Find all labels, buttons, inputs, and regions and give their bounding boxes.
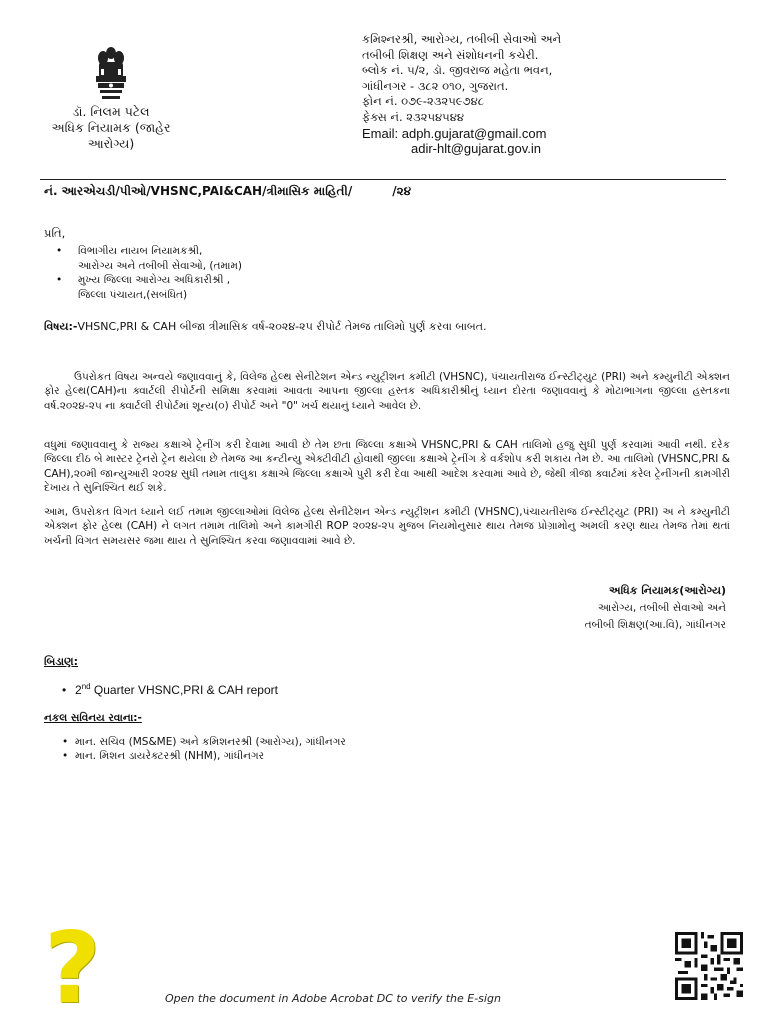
bullet-icon: •	[62, 736, 69, 748]
copy-to-list	[62, 735, 346, 763]
enclosure-superscript: nd	[81, 682, 91, 691]
subject-line	[44, 320, 734, 334]
office-fax: ફેક્સ નં. ૨૩૨૫૪૫૪૪	[362, 109, 464, 124]
signature-block	[476, 582, 726, 635]
officer-title-line-2: આરોગ્ય)	[87, 136, 135, 151]
office-line: કમિશ્નરશ્રી, આરોગ્ય, તબીબી સેવાઓ અને	[362, 32, 562, 46]
signature-unverified-question-icon[interactable]: ?	[44, 912, 101, 1026]
bullet-icon: •	[62, 683, 67, 697]
office-phone: ફોન નં. ૦૭૯-૨૩૨૫૯૭૪૮	[362, 94, 485, 109]
state-emblem-icon	[90, 46, 132, 104]
office-email-primary[interactable]: Email: adph.gujarat@gmail.com	[362, 125, 547, 141]
body-paragraph-2: વધુમાં જણાવવાનુ કે રાજ્ય કક્ષાએ ટ્રેનીંગ કરી દેવામા આવી છે તેમ છતા જિલ્લા કક્ષાએ VHSNC,PRI & CAH તાલિમો હજુ સુધી પુર્ણ કરવામાં આવી નથી. દરેક જિલ્લા દીઠ બે માસ્ટર ટ્રેનરો ટ્રેન થયેલા છે તેમજ આ કન્ટીન્યુ એક્ટીવીટી હોવાથી જીલ્લા કક્ષાએ ટ્રેનીંગ કે વર્કશોપ કરી શકાય તેમ છે. આ તાલિમો (VHSNC,PRI & CAH),૨૦મી જાન્યુઆરી ૨૦૨૪ સુધી તમામ તાલુકા કક્ષાએ જિલ્લા કક્ષાએ પુરી કરી દેવા આથી આદેશ કરવામાં આવે છે, જેથી ત્રીજા ક્વાર્ટમાં કરેલ ટ્રેનીંગની કામગીરી દેખાય તે સુનિશ્ચિત થઈ શકે.	[44, 439, 730, 495]
reference-number-text: નં. આરએચડી/પીઓ/VHSNC,PAI&CAH/ત્રીમાસિક માહિતી/	[44, 184, 353, 198]
copy-to-heading: નકલ સવિનય રવાના:-	[44, 712, 142, 724]
officer-block	[40, 104, 182, 152]
office-address-block	[362, 32, 742, 156]
signatory-department: આરોગ્ય, તબીબી સેવાઓ અને	[597, 601, 726, 614]
recipient-line: મુખ્ય જિલ્લા આરોગ્ય અધિકારીશ્રી ,	[78, 274, 231, 286]
office-line: ગાંધીનગર - ૩૮૨ ૦૧૦, ગુજરાત.	[362, 78, 509, 93]
copy-to-item	[62, 735, 346, 749]
copy-to-text: માન. મિશન ડાયરેક્ટરશ્રી (NHM), ગાંધીનગર	[75, 750, 265, 762]
body-paragraph-3: આમ, ઉપરોકત વિગત ધ્યાને લઈ તમામ જીલ્લાઓમાં વિલેજ હેલ્થ સેનીટેશન એન્ડ ન્યુટ્રીશન કમીટી (VHSNC),પંચાયતીરાજ ઈન્સ્ટીટ્યુટ (PRI) અ ને કમ્યુનીટી એક્શન ફોર હેલ્થ (CAH) ને લગત તમામ તાલિમો અને કામગીરી ROP ૨૦૨૪-૨૫ મુજબ નિયમોનુસાર થાય તેમજ પ્રોગ્રામોનુ અમલી કરણ થાય તેમજ તેમાં થતાં ખર્ચની વિગત સમયસર જમા થાય તે સુનિશ્ચિત કરવા જણાવવામાં આવે છે.	[44, 506, 730, 547]
qr-code-icon	[674, 932, 744, 1000]
copy-to-item	[62, 749, 346, 763]
recipient-list	[44, 244, 544, 302]
bullet-icon: •	[62, 750, 69, 762]
office-email-secondary[interactable]: adir-hlt@gujarat.gov.in	[411, 140, 542, 156]
enclosure-heading: બિડાણ:	[44, 655, 79, 668]
signatory-title: અધિક નિયામક(આરોગ્ય)	[609, 584, 726, 597]
enclosure-text: Quarter VHSNC,PRI & CAH report	[90, 683, 278, 697]
enclosure-item	[62, 682, 278, 697]
reference-number	[44, 184, 411, 199]
copy-to-text: માન. સચિવ (MS&ME) અને કમિશનરશ્રી (આરોગ્ય), ગાંધીનગર	[75, 736, 346, 748]
enclosure-prefix: 2	[75, 683, 82, 697]
subject-text: VHSNC,PRI & CAH બીજા ત્રીમાસિક વર્ષ-૨૦૨૪-૨૫ રીપોર્ટ તેમજ તાલિમો પુર્ણ કરવા બાબત.	[77, 320, 487, 333]
bullet-icon: •	[56, 245, 63, 257]
bullet-icon: •	[56, 274, 63, 286]
body-paragraph-1: ઉપરોકત વિષય અન્વયે જણાવવાનું કે, વિલેજ હેલ્થ સેનીટેશન એન્ડ ન્યુટ્રીશન કમીટી (VHSNC), પંચાયતીરાજ ઈન્સ્ટીટ્યુટ (PRI) અને કમ્યુનીટી એક્શન ફોર હેલ્થ(CAH)ના ક્વાર્ટલી રીપોર્ટની સમિક્ષા કરવામાં આવતા આપના જીલ્લા હસ્તક અધિકારીશ્રીનું ધ્યાન દોરતા જણાવવાનું કે મોટાભાગના જીલ્લા હસ્તકના વર્ષ.૨૦૨૪-૨૫ ના ક્વાર્ટલી રીપોર્ટમાં શૂન્ય(૦) રીપોર્ટ અને "0" ખર્ચ થયાનું ધ્યાને આવેલ છે.	[44, 371, 730, 412]
recipient-item	[44, 244, 544, 259]
to-label: પ્રતિ,	[44, 226, 66, 240]
header-divider	[40, 179, 726, 180]
officer-name: ડૉ. નિલમ પટેલ	[72, 104, 150, 119]
reference-number-suffix: /૨૪	[392, 184, 412, 198]
recipient-line: વિભાગીય નાયબ નિયામકશ્રી,	[78, 245, 203, 257]
office-line: બ્લોક નં. ૫/૨, ડૉ. જીવરાજ મહેતા ભવન,	[362, 63, 553, 78]
recipient-line: જિલ્લા પંચાયત,(સબંધિત)	[78, 288, 188, 301]
recipient-line: આરોગ્ય અને તબીબી સેવાઓ, (તમામ)	[78, 259, 242, 272]
subject-label: વિષય:-	[44, 320, 78, 333]
esign-verify-note: Open the document in Adobe Acrobat DC to verify the E-sign	[165, 992, 501, 1005]
officer-title-line-1: અધિક નિયામક (જાહેર	[51, 120, 171, 135]
recipient-item	[44, 273, 544, 288]
signatory-office: તબીબી શિક્ષણ(આ.વિ), ગાંધીનગર	[584, 619, 726, 631]
office-line: તબીબી શિક્ષણ અને સંશોધનની કચેરી.	[362, 47, 539, 62]
